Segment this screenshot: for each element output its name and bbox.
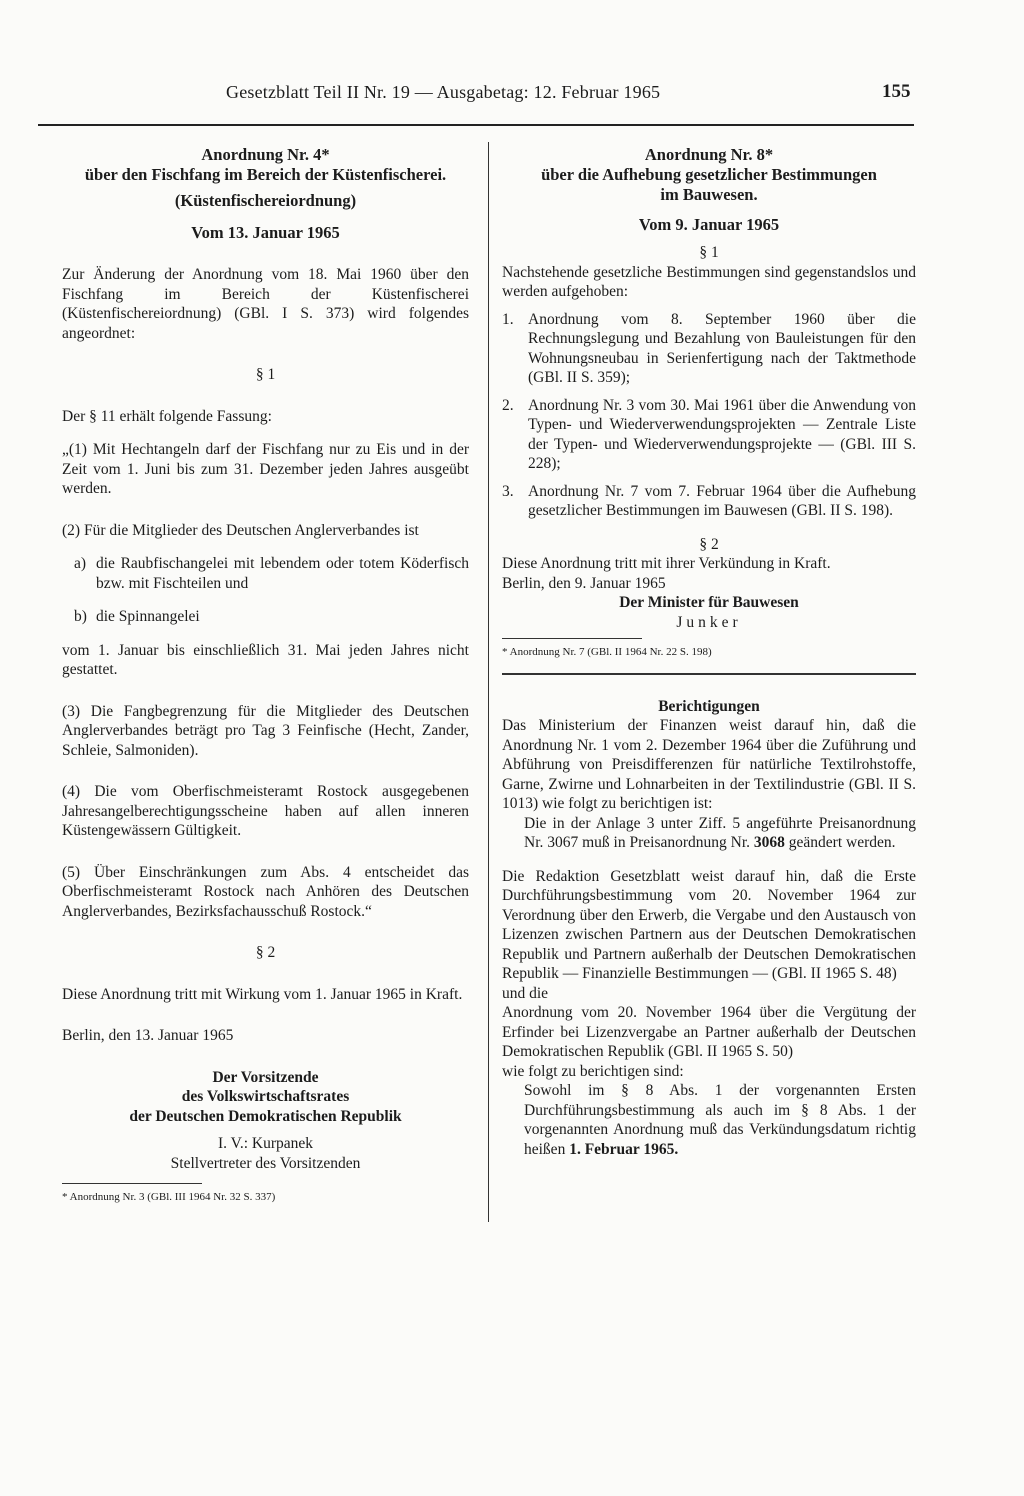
right-list-item-number: 1. — [502, 310, 514, 328]
corrections-detail-2 — [502, 1081, 916, 1159]
left-para-1: „(1) Mit Hechtangeln darf der Fischfang nur zu Eis und in der Zeit vom 1. Juni bis zum 31. Dezember jeden Jahres ausgeübt werden. — [62, 441, 469, 497]
left-section-1-text: Der § 11 erhält folgende Fassung: — [62, 407, 272, 425]
left-list-a-text: die Raubfischangelei mit lebendem oder totem Köderfisch bzw. mit Fischteilen und — [96, 555, 469, 592]
corrections-wie-folgt: wie folgt zu berichtigen sind: — [502, 1062, 684, 1080]
right-title-line2: über die Aufhebung gesetzlicher Bestimmungen — [541, 165, 877, 184]
corrections-detail-1-text: Die in der Anlage 3 unter Ziff. 5 angeführte Preisanordnung Nr. 3067 muß in Preisanordnung Nr. — [524, 814, 916, 851]
left-list-b-text: die Spinnangelei — [96, 608, 200, 625]
right-section-1: § 1 — [699, 244, 719, 261]
corrections-para-2b: Anordnung vom 20. November 1964 über die Vergütung der Erfinder bei Lizenzvergabe an Partner außerhalb der Deutschen Demokratischen Republik (GBl. II 1965 S. 50) — [502, 1004, 916, 1060]
header-rule — [38, 124, 914, 126]
left-signature-line1: Der Vorsitzende — [212, 1068, 319, 1086]
left-signature-name-block — [62, 1134, 469, 1173]
left-para-2: (2) Für die Mitglieder des Deutschen Anglerverbandes ist — [62, 521, 419, 539]
left-place-date: Berlin, den 13. Januar 1965 — [62, 1027, 234, 1044]
left-signature-name: I. V.: Kurpanek — [218, 1135, 313, 1152]
corrections-para-2: Die Redaktion Gesetzblatt weist darauf hin, daß die Erste Durchführungsbestimmung vom 20. November 1964 zur Verordnung über den Erwerb, die Vergabe und den Austausch von Lizenzen zwischen Partnern aus der Deutschen Demokratischen Republik und Partnern außerhalb der Deutschen Demokratischen Republik — Finanzielle Bestimmungen — (GBl. II 1965 S. 48) — [502, 867, 916, 982]
left-date: Vom 13. Januar 1965 — [191, 223, 340, 242]
left-intro: Zur Änderung der Anordnung vom 18. Mai 1960 über den Fischfang im Bereich der Küstenfischerei (Küstenfischereiordnung) (GBl. I S. 373) wird folgendes angeordnet: — [62, 266, 469, 342]
corrections-para-1: Das Ministerium der Finanzen weist darauf hin, daß die Anordnung Nr. 1 vom 2. Dezember 1964 über die Zuführung und Abführung von Preisdifferenzen für natürliche Textilrohstoffe, Garne, Zwirne und Lohnarbeiten in der Textilindustrie (GBl. II S. 1013) wie folgt zu berichtigen ist: — [502, 717, 916, 812]
corrections-detail-1-bold: 3068 — [753, 834, 785, 851]
right-section-2-text: Diese Anordnung tritt mit ihrer Verkündung in Kraft. — [502, 555, 831, 572]
page-header — [0, 82, 1024, 112]
left-title-block — [62, 145, 469, 243]
right-list-item — [502, 310, 916, 388]
left-list-b-label: b) — [74, 608, 87, 625]
right-title-line1: Anordnung Nr. 8* — [644, 145, 774, 164]
right-date: Vom 9. Januar 1965 — [638, 215, 780, 234]
left-title-line1: Anordnung Nr. 4* — [201, 145, 330, 164]
left-signature-role: Stellvertreter des Vorsitzenden — [170, 1154, 361, 1172]
column-divider — [488, 142, 489, 1222]
corrections-detail-1-end: geändert werden. — [784, 834, 896, 851]
right-list — [502, 310, 916, 521]
right-list-item-text: Anordnung Nr. 7 vom 7. Februar 1964 über die Aufhebung gesetzlicher Bestimmungen im Bauwesen (GBl. II S. 198). — [528, 482, 916, 519]
left-footnote-rule — [62, 1183, 202, 1184]
right-column — [502, 145, 916, 1159]
left-list-a-label: a) — [74, 555, 87, 572]
right-signature-line1: Der Minister für Bauwesen — [619, 594, 799, 611]
left-signature-line2: des Volkswirtschaftsrates — [181, 1088, 350, 1105]
corrections-und-die: und die — [502, 984, 549, 1002]
left-list-item-b — [62, 607, 469, 627]
right-footnote: * Anordnung Nr. 7 (GBl. II 1964 Nr. 22 S. 198) — [502, 646, 712, 658]
left-section-2: § 2 — [255, 944, 276, 961]
right-list-item-text: Anordnung vom 8. September 1960 über die Rechnungslegung und Bezahlung von Bauleistungen für den Wohnungsneubau in Serienfertigung nach der Taktmethode (GBl. II S. 359); — [528, 310, 916, 386]
right-list-item-text: Anordnung Nr. 3 vom 30. Mai 1961 über die Anwendung von Typen- und Wiederverwendungsprojekten — Zentrale Liste der Typen- und Wiederverwendungsprojekte — (GBl. III S. 228); — [528, 396, 916, 472]
left-signature-line3: der Deutschen Demokratischen Republik — [129, 1107, 402, 1125]
header-title: Gesetzblatt Teil II Nr. 19 — Ausgabetag: 12. Februar 1965 — [226, 82, 661, 102]
corrections-detail-2-text: Sowohl im § 8 Abs. 1 der vorgenannten Ersten Durchführungsbestimmung als auch im § 8 Abs. 1 der vorgenannten Anordnung muß das Verkündungsdatum richtig heißen — [524, 1082, 916, 1158]
left-title-line2: über den Fischfang im Bereich der Küstenfischerei. — [84, 165, 447, 184]
right-section-1-text: Nachstehende gesetzliche Bestimmungen sind gegenstandslos und werden aufgehoben: — [502, 263, 916, 300]
page-number: 155 — [882, 81, 911, 102]
right-section-2: § 2 — [699, 535, 719, 553]
right-list-item — [502, 396, 916, 474]
corrections-detail-2-bold: 1. Februar 1965. — [569, 1140, 679, 1158]
left-para-4: (4) Die vom Oberfischmeisteramt Rostock ausgegebenen Jahresangelberechtigungsscheine haben auf allen inneren Küstengewässern Gültigkeit. — [62, 783, 469, 839]
left-list-item-a — [62, 554, 469, 593]
left-column — [62, 145, 469, 1204]
left-para-2-end: vom 1. Januar bis einschließlich 31. Mai jeden Jahres nicht gestattet. — [62, 641, 469, 678]
right-title-line3: im Bauwesen. — [660, 185, 758, 204]
left-para-3: (3) Die Fangbegrenzung für die Mitglieder des Deutschen Anglerverbandes beträgt pro Tag 3 Feinfische (Hecht, Zander, Schleie, Salmoniden). — [62, 702, 469, 759]
left-section-2-text: Diese Anordnung tritt mit Wirkung vom 1. Januar 1965 in Kraft. — [62, 985, 463, 1003]
corrections-detail-1 — [502, 814, 916, 853]
right-footnote-rule — [502, 638, 642, 639]
left-signature-block — [62, 1068, 469, 1127]
right-place-date: Berlin, den 9. Januar 1965 — [502, 574, 666, 592]
right-list-item — [502, 482, 916, 521]
left-title-line3: (Küstenfischereiordnung) — [174, 191, 357, 210]
right-title-block — [502, 145, 916, 235]
left-para-5: (5) Über Einschränkungen zum Abs. 4 entscheidet das Oberfischmeisteramt Rostock nach Anhören des Deutschen Anglerverbandes, Bezirksfachausschuß Rostock.“ — [62, 863, 469, 920]
corrections-title: Berichtigungen — [658, 697, 760, 715]
right-list-item-number: 2. — [502, 396, 514, 414]
right-signature-name: Junker — [676, 613, 742, 631]
right-list-item-number: 3. — [502, 482, 514, 500]
left-footnote: * Anordnung Nr. 3 (GBl. III 1964 Nr. 32 S. 337) — [62, 1191, 276, 1203]
left-section-1: § 1 — [255, 366, 276, 383]
